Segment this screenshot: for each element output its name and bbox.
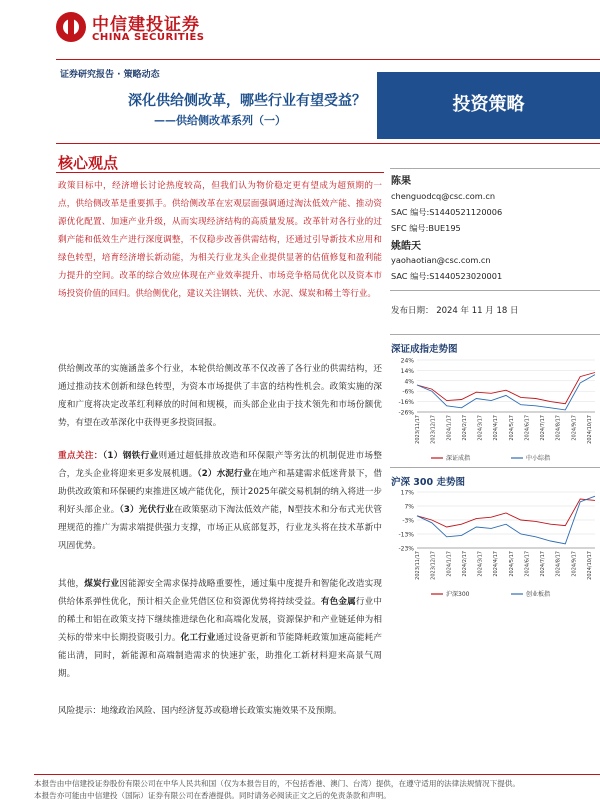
cement-industry-label: 水泥行业 (216, 469, 252, 479)
analyst-email[interactable]: yaohaotian@csc.com.cn (391, 255, 491, 265)
pv-industry-label: 光伏行业 (138, 505, 174, 515)
core-view-paragraph: 政策目标中，经济增长讨论热度较高，但我们认为物价稳定更有望成为超预期的一点，供给侧改革是重要抓手。供给侧改革在宏观层面强调通过淘汰低效产能、推动资源优化配置、加速产业升级，从而实现经济结构的高质量发展。改革针对各行业的过剩产能和低效生产进行深度调整，不仅稳步改善供需结构，还通过引导新技术应用和绿色转型，培育经济增长新动能，为相关行业龙头企业提供显著的估值修复和盈利能力提升的空间。改革的综合效应体现在产业效率提升、市场竞争格局优化以及资本市场投资价值的回归。供给侧优化，建议关注钢铁、光伏、水泥、煤炭和稀土等行业。 (58, 181, 382, 299)
item-num-2: （2） (197, 469, 217, 479)
x-tick-label: 2023/11/17 (415, 551, 421, 580)
footer-disclaimer: 本报告亦可能由中信建投（国际）证券有限公司在香港提供。同时请务必阅读正文之后的免责条款和声明。 (34, 791, 391, 800)
series-line-0 (417, 373, 595, 404)
x-tick-label: 2024/2/17 (461, 415, 468, 441)
sidebar-divider (390, 467, 600, 468)
footer-divider (34, 774, 600, 775)
other-industries-paragraph (58, 575, 382, 701)
legend-label: 创业板指 (526, 591, 551, 598)
section-title: 核心观点 (58, 154, 119, 172)
x-tick-label: 2024/1/17 (446, 415, 453, 441)
publish-date: 发布日期： 2024 年 11 月 18 日 (391, 306, 519, 316)
company-logo (56, 10, 216, 50)
x-tick-label: 2024/5/17 (508, 415, 515, 441)
y-tick-label: 7% (404, 503, 414, 511)
steel-industry-text: 则通过超低排放改造和环保限产等劣汰的机制促进市场整合，龙头企业将迎来更多发展机遇。 (58, 451, 382, 479)
x-tick-label: 2024/4/17 (493, 415, 500, 441)
x-tick-label: 2024/10/17 (587, 415, 593, 444)
x-tick-label: 2023/12/17 (430, 551, 437, 580)
legend-label: 深证成指 (446, 455, 471, 462)
x-tick-label: 2024/3/17 (477, 415, 484, 441)
series-line-0 (417, 499, 595, 527)
y-tick-label: -26% (398, 409, 414, 417)
y-tick-label: -13% (398, 531, 414, 539)
cement-industry-text: 在地产和基建需求低迷背景下，借助供改政策和环保硬约束推进区域产能优化，预计2025年碳交易机制的纳入将进一步利好头部企业。 (58, 469, 382, 515)
csi300-chart-svg (391, 488, 600, 600)
szse-chart-svg (391, 356, 600, 464)
x-tick-label: 2024/6/17 (524, 415, 531, 441)
x-tick-label: 2023/11/17 (415, 415, 421, 444)
section-divider (56, 172, 384, 173)
steel-industry-label: 钢铁行业 (122, 451, 159, 461)
y-tick-label: -6% (402, 388, 414, 396)
sidebar-divider (390, 290, 600, 291)
analyst-sfc: SFC 编号:BUE195 (391, 223, 461, 233)
series-line-1 (417, 375, 595, 410)
title-divider (56, 143, 600, 144)
y-tick-label: 24% (400, 357, 414, 365)
x-tick-label: 2024/8/17 (555, 415, 562, 441)
x-tick-label: 2024/3/17 (477, 551, 484, 577)
x-tick-label: 2024/9/17 (571, 551, 578, 577)
chart-title: 沪深 300 走势图 (391, 477, 465, 488)
analyst-email[interactable]: chenguodcq@csc.com.cn (391, 191, 496, 201)
analyst-name: 陈果 (391, 176, 411, 187)
risk-warning: 风险提示：地缘政治风险、国内经济复苏或稳增长政策实施效果不及预期。 (58, 706, 342, 716)
y-tick-label: 14% (400, 367, 414, 375)
x-tick-label: 2024/4/17 (493, 551, 500, 577)
x-tick-label: 2024/9/17 (571, 415, 578, 441)
logo-cn-text: 中信建投证券 (92, 15, 200, 35)
analyst-sac: SAC 编号:S1440523020001 (391, 271, 503, 281)
legend-label: 中小综指 (526, 455, 551, 462)
logo-en-text: CHINA SECURITIES (92, 32, 205, 43)
csi300-chart (391, 488, 600, 600)
category-label: 投资策略 (452, 94, 525, 115)
item-num-1: （1） (102, 451, 123, 461)
x-tick-label: 2023/12/17 (430, 415, 437, 444)
coal-industry-label: 煤炭行业 (84, 579, 120, 589)
x-tick-label: 2024/1/17 (446, 551, 453, 577)
item-num-3: （3） (119, 505, 139, 515)
key-focus-lead: 重点关注： (58, 451, 103, 461)
x-tick-label: 2024/8/17 (555, 551, 562, 577)
logo-mark-icon (56, 12, 86, 42)
metals-industry-text: 行业中的稀土和铝在政策支持下继续推进绿色化和高端化发展，资源保护和产业链延伸为相关标的带来中长期投资吸引力。 (58, 597, 382, 643)
pv-industry-text: 在政策驱动下淘汰低效产能，N型技术和分布式光伏管理规范的推广为需求端提供强力支撑，市场正从底部复苏，行业龙头将在技术革新中巩固优势。 (58, 505, 382, 551)
y-tick-label: 4% (404, 378, 414, 386)
szse-chart (391, 356, 600, 464)
x-tick-label: 2024/6/17 (524, 551, 531, 577)
analyst-sac: SAC 编号:S1440521120006 (391, 207, 503, 217)
report-title: 深化供给侧改革，哪些行业有望受益？ (128, 93, 366, 109)
x-tick-label: 2024/7/17 (540, 551, 547, 577)
x-tick-label: 2024/10/17 (587, 551, 593, 580)
sidebar-top-divider (390, 168, 600, 169)
footer-disclaimer: 本报告由中信建投证券股份有限公司在中华人民共和国（仅为本报告目的，不包括香港、澳门、台湾）提供，在遵守适用的法律法规情况下提供。 (34, 779, 520, 788)
chemical-industry-text: 通过设备更新和节能降耗政策加速高能耗产能出清，同时，新能源和高端制造需求的快速扩张，助推化工新材料迎来高景气周期。 (58, 633, 382, 679)
chemical-industry-label: 化工行业 (180, 633, 216, 643)
report-series-tag: 证券研究报告 · 策略动态 (60, 70, 160, 80)
report-subtitle: ——供给侧改革系列（一） (154, 114, 286, 127)
x-tick-label: 2024/5/17 (508, 551, 515, 577)
coal-industry-text: 因能源安全需求保持战略重要性，通过集中度提升和智能化改造实现供给体系弹性优化，预计相关企业凭借区位和资源优势将持续受益。 (58, 579, 382, 607)
y-tick-label: -16% (398, 399, 414, 407)
legend-label: 沪深300 (446, 591, 470, 598)
x-tick-label: 2024/7/17 (540, 415, 547, 441)
sidebar-divider (390, 334, 600, 335)
chart-title: 深证成指走势图 (391, 344, 458, 355)
metals-industry-label: 有色金属 (320, 597, 356, 607)
x-tick-label: 2024/2/17 (461, 551, 468, 577)
y-tick-label: -23% (398, 545, 414, 553)
key-focus-paragraph (58, 447, 382, 575)
other-lead: 其他， (58, 579, 85, 589)
analyst-name: 姚皓天 (391, 241, 421, 252)
y-tick-label: -3% (402, 517, 414, 525)
body-paragraph-2: 供给侧改革的实施涵盖多个行业，本轮供给侧改革不仅改善了各行业的供需结构，还通过推动技术创新和绿色转型，为资本市场提供了丰富的结构性机会。政策实施的深度和广度将决定改革红利释放的时间和规模，而头部企业由于技术领先和市场份额优势，有望在改革深化中获得更多投资回报。 (58, 364, 382, 428)
header-divider (56, 59, 600, 60)
y-tick-label: 17% (400, 489, 414, 497)
